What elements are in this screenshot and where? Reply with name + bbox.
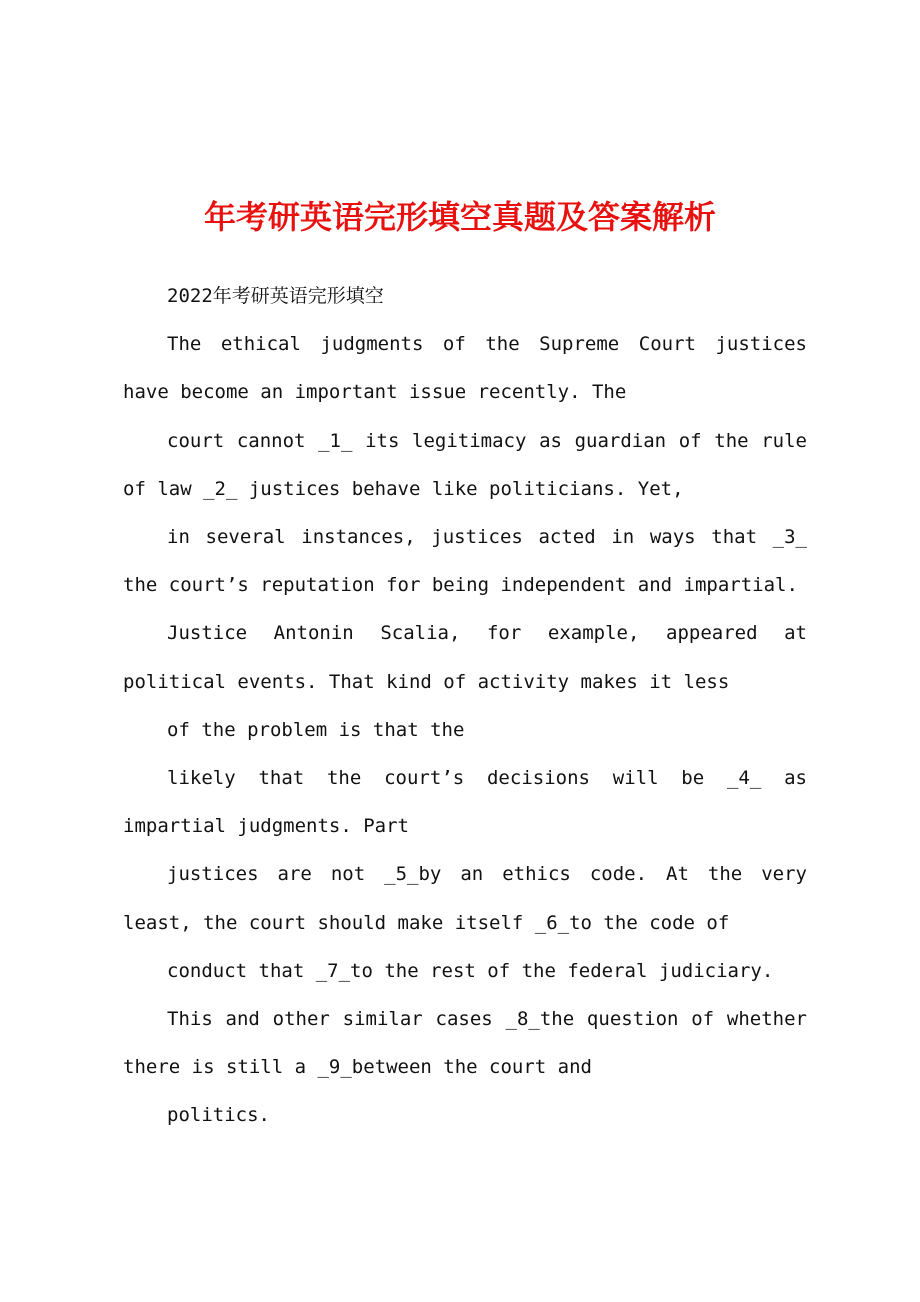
body-paragraph: of the problem is that the [167,718,465,741]
body-paragraph: politics. [167,1104,270,1127]
body-paragraph: likely that the court’s decisions will be _4_ as impartial judgments. Part [123,767,807,838]
document-body [123,272,807,1140]
body-paragraph: court cannot _1_ its legitimacy as guardian of the rule of law _2_ justices behave like politicians. Yet, [123,429,807,500]
body-paragraph: justices are not _5_by an ethics code. At the very least, the court should make itself _6_to the code of [123,863,807,934]
document-title: 年考研英语完形填空真题及答案解析 [203,198,716,236]
body-paragraph-heading: 2022年考研英语完形填空 [167,285,384,307]
body-paragraph: conduct that _7_to the rest of the federal judiciary. [167,959,774,982]
body-paragraph: Justice Antonin Scalia, for example, appeared at political events. That kind of activity makes it less [123,622,807,693]
body-paragraph: This and other similar cases _8_the question of whether there is still a _9_between the court and [123,1008,807,1079]
body-paragraph: in several instances, justices acted in ways that _3_ the court’s reputation for being independent and impartial. [123,526,807,597]
body-paragraph: The ethical judgments of the Supreme Court justices have become an important issue recently. The [123,333,807,404]
